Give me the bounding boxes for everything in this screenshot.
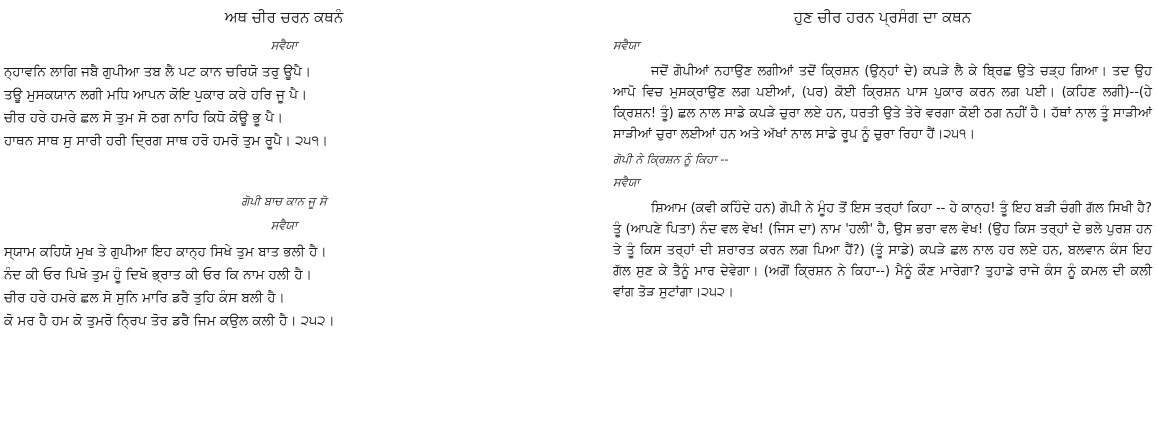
translation-column xyxy=(613,0,1152,308)
translation-verse-form-label-2: ਸਵੈਯਾ xyxy=(613,175,640,189)
verse-line: ਕੋ ਮਰ ਹੈ ਹਮ ਕੋ ਤੁਮਰੋ ਨ੍ਰਿਪ ਤੋਰ ਡਰੈ ਜਿਮ ਕਉਲ ਕਲੀ ਹੈ। ੨੫੨। xyxy=(4,313,335,329)
verse-line: ਹਾਥਨ ਸਾਥ ਸੁ ਸਾਰੀ ਹਰੀ ਦ੍ਰਿਗ ਸਾਥ ਹਰੋ ਹਮਰੋ ਤੁਮ ਰੂਪੈ। ੨੫੧। xyxy=(4,133,328,149)
verse-line: ਨੰਦ ਕੀ ਓਰ ਪਿਖੋ ਤੁਮ ਹੂੰ ਦਿਖੋ ਭ੍ਰਾਤ ਕੀ ਓਰ ਕਿ ਨਾਮ ਹਲੀ ਹੈ। xyxy=(4,267,312,283)
original-title: ਅਥ ਚੀਰ ਚਰਨ ਕਥਨੰ xyxy=(224,8,344,26)
original-text-column xyxy=(4,0,564,333)
original-verse-form-label-1: ਸਵੈਯਾ xyxy=(270,38,298,52)
verse-line: ਚੀਰ ਹਰੇ ਹਮਰੇ ਛਲ ਸੋ ਸੁਨਿ ਮਾਰਿ ਡਰੈ ਤੁਹਿ ਕੰਸ ਬਲੀ ਹੈ। xyxy=(4,290,285,306)
original-verse-252 xyxy=(4,241,564,333)
verse-line: ਨ੍ਹਾਵਨਿ ਲਾਗਿ ਜਬੈ ਗੁਪੀਆ ਤਬ ਲੈ ਪਟ ਕਾਨ ਚਰਿਯੋ ਤਰੁ ਊਪੈ। xyxy=(4,64,311,80)
original-speaker-heading: ਗੋਪੀ ਬਾਚ ਕਾਨ ਜੂ ਸੋ xyxy=(241,194,327,208)
verse-line: ਤਊ ਮੁਸਕਯਾਨ ਲਗੀ ਮਧਿ ਆਪਨ ਕੋਇ ਪੁਕਾਰ ਕਰੇ ਹਰਿ ਜੂ ਪੈ। xyxy=(4,87,308,103)
original-verse-form-label-2: ਸਵੈਯਾ xyxy=(270,218,298,232)
translation-verse-form-label-1: ਸਵੈਯਾ xyxy=(613,38,640,52)
translation-title: ਹੁਣ ਚੀਰ ਹਰਨ ਪ੍ਰਸੰਗ ਦਾ ਕਥਨ xyxy=(793,8,972,26)
translation-speaker-heading: ਗੋਪੀ ਨੇ ਕ੍ਰਿਸ਼ਨ ਨੂੰ ਕਿਹਾ -- xyxy=(613,152,729,166)
verse-line: ਚੀਰ ਹਰੇ ਹਮਰੇ ਛਲ ਸੋ ਤੁਮ ਸੋ ਠਗ ਨਾਹਿ ਕਿਧੋ ਕੋਊ ਭੂ ਪੈ। xyxy=(4,110,284,126)
translation-paragraph-252: ਸ਼ਿਆਮ (ਕਵੀ ਕਹਿੰਦੇ ਹਨ) ਗੋਪੀ ਨੇ ਮੂੰਹ ਤੋਂ ਇਸ ਤਰ੍ਹਾਂ ਕਿਹਾ -- ਹੇ ਕਾਨ੍ਹ! ਤੂੰ ਇਹ ਬੜੀ ਚੰਗੀ ਗੱਲ ਸਿਖੀ ਹੈ? ਤੂੰ (ਆਪਣੇ ਪਿਤਾ) ਨੰਦ ਵਲ ਵੇਖ! (ਜਿਸ ਦਾ) ਨਾਮ 'ਹਲੀ' ਹੈ, ਉਸ ਭਰਾ ਵਲ ਵੇਖ! (ਉਹ ਕਿਸ ਤਰ੍ਹਾਂ ਦੇ ਭਲੇ ਪੁਰਸ਼ ਹਨ ਤੇ ਤੂੰ ਕਿਸ ਤਰ੍ਹਾਂ ਦੀ ਸ਼ਰਾਰਤ ਕਰਨ ਲਗ ਪਿਆ ਹੈਂ?) (ਤੂੰ ਸਾਡੇ) ਕਪੜੇ ਛਲ ਨਾਲ ਹਰ ਲਏ ਹਨ, ਬਲਵਾਨ ਕੰਸ ਇਹ ਗੱਲ ਸੁਣ ਕੇ ਤੈਨੂੰ ਮਾਰ ਦੇਵੇਗਾ। (ਅਗੋਂ ਕ੍ਰਿਸ਼ਨ ਨੇ ਕਿਹਾ--) ਮੈਨੂੰ ਕੌਣ ਮਾਰੇਗਾ? ਤੁਹਾਡੇ ਰਾਜੇ ਕੰਸ ਨੂੰ ਕਮਲ ਦੀ ਕਲੀ ਵਾਂਗ ਤੋੜ ਸੁਟਾਂਗਾ।੨੫੨। xyxy=(613,201,1152,300)
verse-line: ਸ੍ਯਾਮ ਕਹਿਯੋ ਮੁਖ ਤੇ ਗੁਪੀਆ ਇਹ ਕਾਨ੍ਹ ਸਿਖੇ ਤੁਮ ਬਾਤ ਭਲੀ ਹੈ। xyxy=(4,244,327,260)
translation-paragraph-251: ਜਦੋਂ ਗੋਪੀਆਂ ਨਹਾਉਣ ਲਗੀਆਂ ਤਦੋਂ ਕ੍ਰਿਸ਼ਨ (ਉਨ੍ਹਾਂ ਦੇ) ਕਪੜੇ ਲੈ ਕੇ ਬ੍ਰਿਛ ਉਤੇ ਚੜ੍ਹ ਗਿਆ। ਤਦ ਉਹ ਆਪੋ ਵਿਚ ਮੁਸਕ੍ਰਾਉਣ ਲਗ ਪਈਆਂ, (ਪਰ) ਕੋਈ ਕ੍ਰਿਸ਼ਨ ਪਾਸ ਪੁਕਾਰ ਕਰਨ ਲਗ ਪਈ। (ਕਹਿਣ ਲਗੀ)--(ਹੇ ਕ੍ਰਿਸ਼ਨ! ਤੂੰ) ਛਲ ਨਾਲ ਸਾਡੇ ਕਪੜੇ ਚੁਰਾ ਲਏ ਹਨ, ਧਰਤੀ ਉਤੇ ਤੇਰੇ ਵਰਗਾ ਕੋਈ ਠਗ ਨਹੀਂ ਹੈ। ਹੱਥਾਂ ਨਾਲ ਤੂੰ ਸਾੜੀਆਂ ਸਾੜੀਆਂ ਚੁਰਾ ਲਈਆਂ ਹਨ ਅਤੇ ਅੱਖਾਂ ਨਾਲ ਸਾਡੇ ਰੂਪ ਨੂੰ ਚੁਰਾ ਰਿਹਾ ਹੈਂ।੨੫੧। xyxy=(613,64,1152,142)
original-verse-251 xyxy=(4,61,564,153)
